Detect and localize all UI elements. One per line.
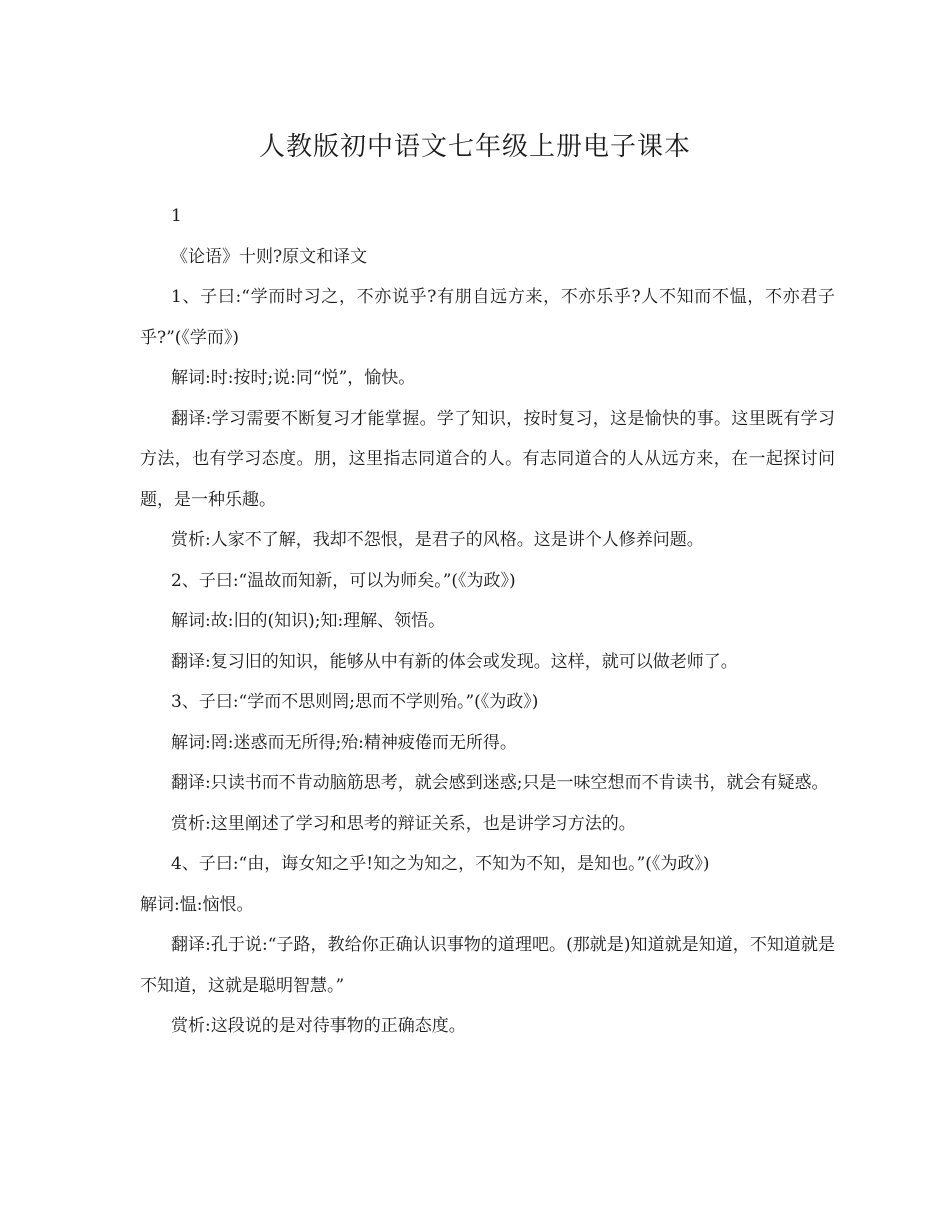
passage-4-analysis: 赏析:这段说的是对待事物的正确态度。 bbox=[171, 1016, 466, 1036]
passage-1-quote: 1、子曰:“学而时习之，不亦说乎?有朋自远方来，不亦乐乎?人不知而不愠，不亦君子乎?”(《学而》) bbox=[140, 287, 835, 348]
passage-4-vocabulary: 解词:愠:恼恨。 bbox=[140, 894, 254, 915]
passage-1-translation: 翻译:学习需要不断复习才能掌握。学了知识，按时复习，这是愉快的事。这里既有学习方法，也有学习态度。朋，这里指志同道合的人。有志同道合的人从远方来，在一起探讨问题，是一种乐趣。 bbox=[140, 408, 835, 510]
passage-2-quote: 2、子曰:“温故而知新，可以为师矣。”(《为政》) bbox=[171, 570, 516, 591]
passage-2-translation: 翻译:复习旧的知识，能够从中有新的体会或发现。这样，就可以做老师了。 bbox=[171, 651, 738, 672]
passage-1-analysis: 赏析:人家不了解，我却不怨恨，是君子的风格。这是讲个人修养问题。 bbox=[171, 530, 704, 550]
section-heading: 《论语》十则?原文和译文 bbox=[171, 246, 368, 267]
page-number-line: 1 bbox=[171, 206, 182, 226]
document-title: 人教版初中语文七年级上册电子课本 bbox=[258, 132, 691, 162]
document-body bbox=[140, 196, 835, 1047]
passage-1-vocabulary: 解词:时:按时;说:同“悦”，愉快。 bbox=[171, 368, 416, 388]
passage-3-quote: 3、子曰:“学而不思则罔;思而不学则殆。”(《为政》) bbox=[171, 692, 539, 712]
passage-3-translation: 翻译:只读书而不肯动脑筋思考，就会感到迷惑;只是一味空想而不肯读书，就会有疑惑。 bbox=[171, 773, 829, 793]
passage-2-vocabulary: 解词:故:旧的(知识);知:理解、领悟。 bbox=[171, 611, 446, 631]
passage-4-quote: 4、子曰:“由，诲女知之乎!知之为知之，不知为不知，是知也。”(《为政》) bbox=[171, 854, 710, 874]
passage-3-analysis: 赏析:这里阐述了学习和思考的辩证关系，也是讲学习方法的。 bbox=[171, 813, 636, 834]
passage-4-translation: 翻译:孔于说:“子路，教给你正确认识事物的道理吧。(那就是)知道就是知道，不知道就是不知道，这就是聪明智慧。” bbox=[140, 935, 835, 996]
passage-3-vocabulary: 解词:罔:迷惑而无所得;殆:精神疲倦而无所得。 bbox=[171, 732, 517, 753]
